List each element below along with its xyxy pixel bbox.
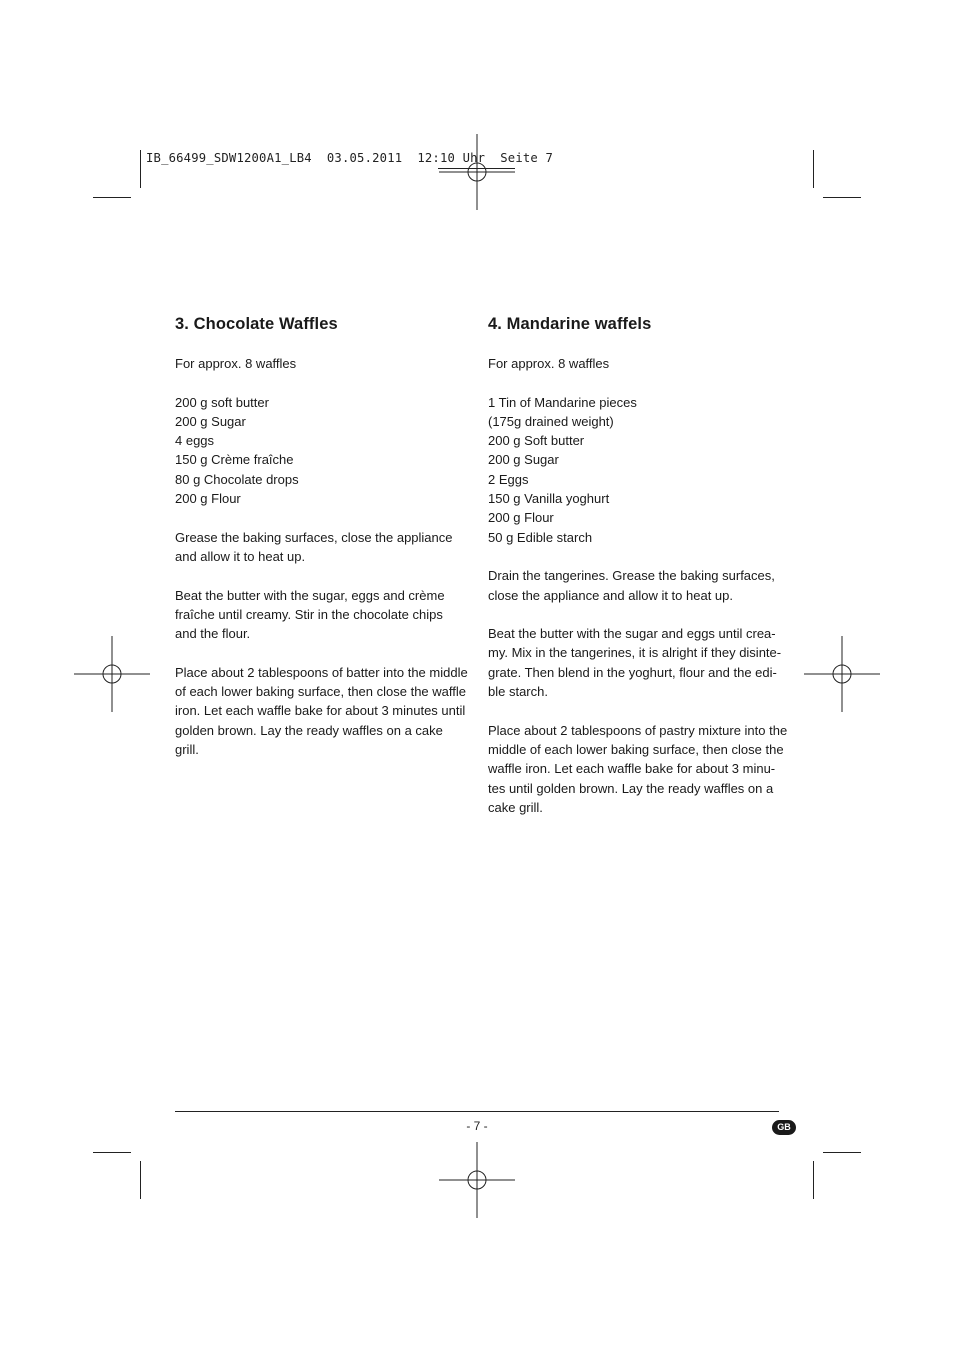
instruction-line: cake grill. — [488, 799, 543, 815]
instruction-step — [175, 528, 475, 567]
instruction-step — [488, 721, 788, 817]
ingredient-item: 200 g Sugar — [175, 413, 246, 429]
ingredient-item: 80 g Chocolate drops — [175, 471, 299, 487]
registration-mark-right-icon — [804, 636, 880, 712]
recipe-yield: For approx. 8 waffles — [175, 356, 297, 371]
instruction-line: tes until golden brown. Lay the ready waffles on a — [488, 780, 774, 796]
ingredient-item: 200 g Soft butter — [488, 433, 585, 449]
ingredient-item: 200 g soft butter — [175, 394, 269, 410]
ingredient-item: 1 Tin of Mandarine pieces — [488, 394, 637, 410]
ingredient-item: 200 g Sugar — [488, 452, 559, 468]
ingredient-item: 150 g Vanilla yoghurt — [488, 491, 610, 507]
instruction-line: Place about 2 tablespoons of batter into the middle — [175, 664, 468, 680]
instruction-line: Place about 2 tablespoons of pastry mixture into the — [488, 722, 788, 738]
crop-mark-bottom-left-v — [140, 1161, 141, 1199]
crop-mark-top-right-v — [813, 150, 814, 188]
instruction-line: Grease the baking surfaces, close the appliance — [175, 529, 453, 545]
ingredient-item: 200 g Flour — [175, 491, 241, 507]
instruction-line: waffle iron. Let each waffle bake for about 3 minu- — [488, 761, 776, 777]
ingredient-item: 4 eggs — [175, 433, 215, 449]
ingredient-item: 2 Eggs — [488, 471, 529, 487]
ingredient-item: 150 g Crème fraîche — [175, 452, 294, 468]
instruction-line: my. Mix in the tangerines, it is alright if they disinte- — [488, 645, 782, 661]
ingredient-item: 50 g Edible starch — [488, 529, 593, 545]
crop-mark-bottom-right-v — [813, 1161, 814, 1199]
registration-mark-top-icon — [439, 134, 515, 210]
crop-mark-top-right-h — [823, 197, 861, 198]
instruction-step — [175, 663, 475, 759]
instruction-line: golden brown. Lay the ready waffles on a cake — [175, 722, 443, 738]
crop-mark-top-left-v — [140, 150, 141, 188]
instruction-step — [488, 624, 788, 701]
instruction-step — [175, 586, 475, 644]
instruction-line: Beat the butter with the sugar, eggs and crème — [175, 587, 445, 603]
instruction-line: Beat the butter with the sugar and eggs until crea- — [488, 626, 776, 642]
instruction-line: grill. — [175, 741, 199, 757]
printer-slug-line: IB_66499_SDW1200A1_LB4 03.05.2011 12:10 Uhr Seite 7 — [146, 151, 554, 165]
instruction-line: of each lower baking surface, then close the waffle — [175, 684, 466, 700]
registration-mark-bottom-icon — [439, 1142, 515, 1218]
recipe-heading: 4. Mandarine waffels — [488, 315, 652, 333]
instruction-step — [488, 566, 788, 605]
instruction-line: fraîche until creamy. Stir in the chocolate chips — [175, 606, 443, 622]
instruction-line: and allow it to heat up. — [175, 548, 306, 564]
footer-divider — [175, 1111, 779, 1112]
instruction-line: middle of each lower baking surface, then close the — [488, 741, 784, 757]
ingredient-item: (175g drained weight) — [488, 413, 614, 429]
ingredient-item: 200 g Flour — [488, 510, 554, 526]
instruction-line: and the flour. — [175, 626, 251, 642]
crop-mark-bottom-right-h — [823, 1152, 861, 1153]
ingredient-list — [488, 393, 788, 547]
recipe-yield: For approx. 8 waffles — [488, 356, 610, 371]
registration-mark-left-icon — [74, 636, 150, 712]
recipe-mandarine-waffels — [488, 315, 788, 836]
language-badge: GB — [772, 1120, 796, 1135]
crop-mark-bottom-left-h — [93, 1152, 131, 1153]
instruction-line: Drain the tangerines. Grease the baking surfaces, — [488, 568, 775, 584]
page-number: - 7 - — [466, 1119, 488, 1133]
instruction-line: ble starch. — [488, 684, 548, 700]
instruction-line: close the appliance and allow it to heat up. — [488, 587, 734, 603]
recipe-chocolate-waffles — [175, 315, 475, 779]
instruction-line: grate. Then blend in the yoghurt, flour and the edi- — [488, 664, 777, 680]
crop-mark-top-left-h — [93, 197, 131, 198]
recipe-heading: 3. Chocolate Waffles — [175, 315, 338, 333]
instruction-line: iron. Let each waffle bake for about 3 minutes until — [175, 703, 466, 719]
ingredient-list — [175, 393, 475, 509]
